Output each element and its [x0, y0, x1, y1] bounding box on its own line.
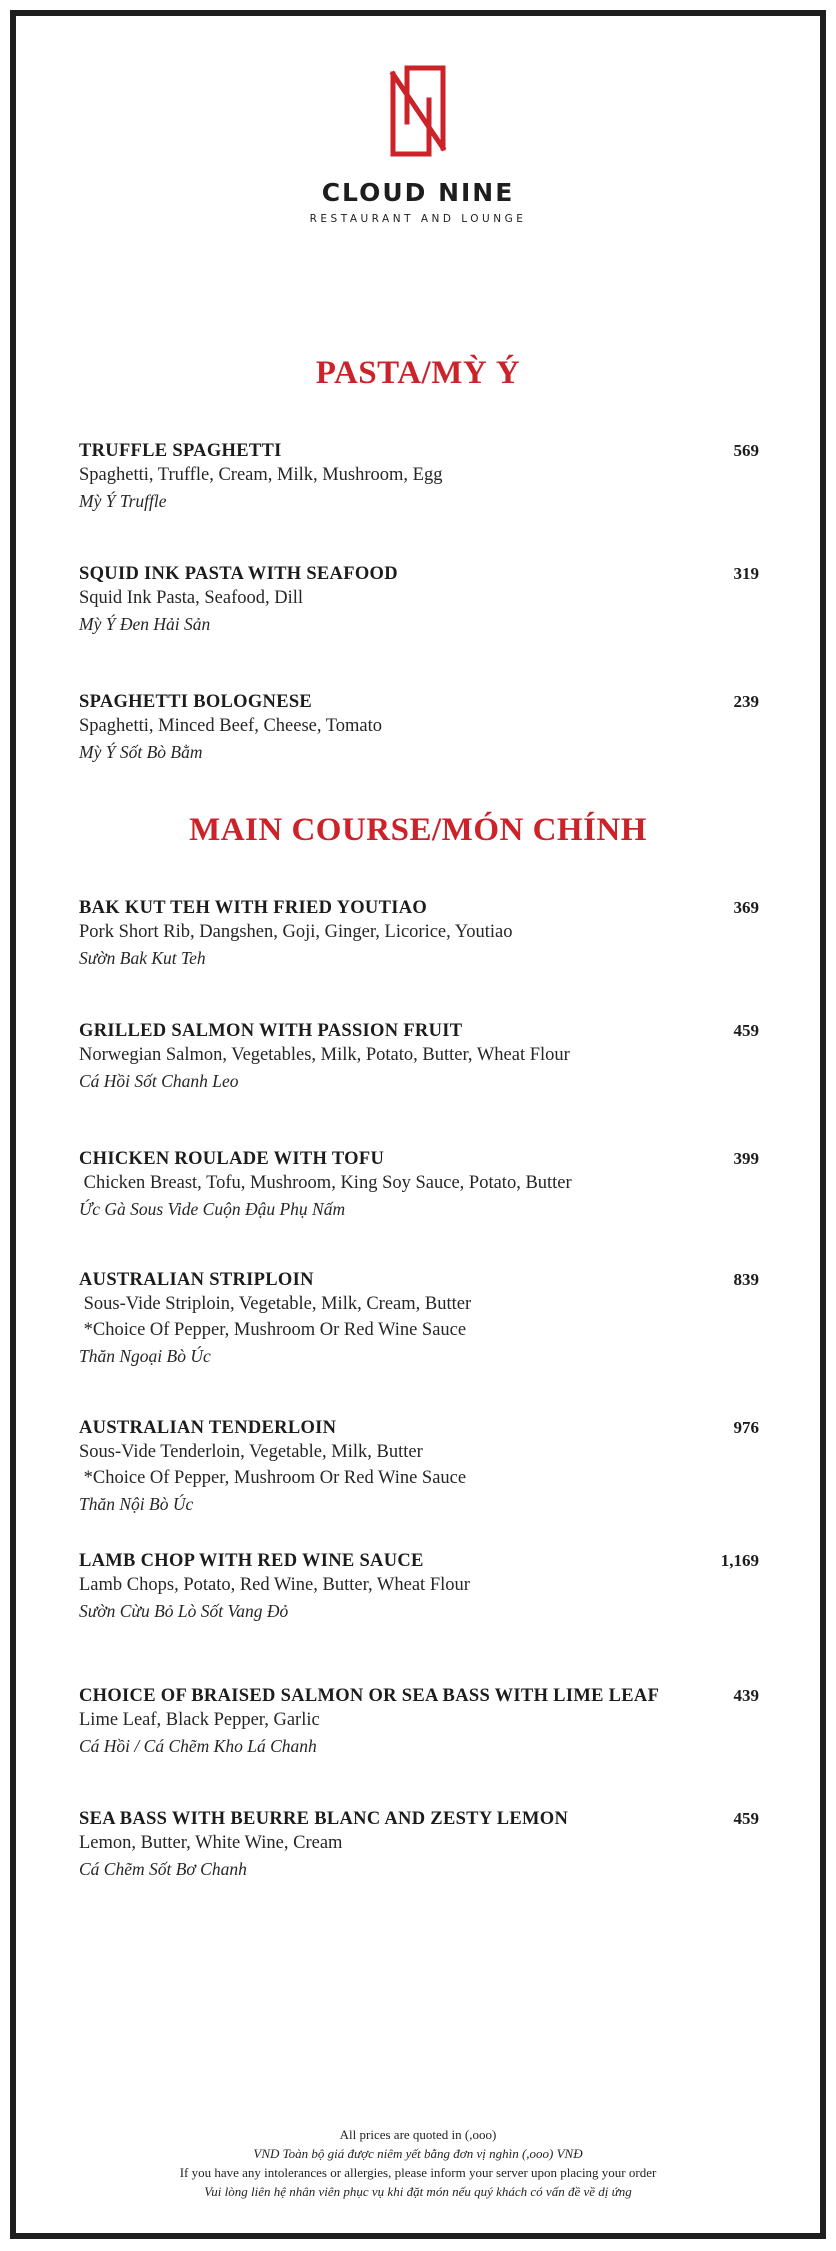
menu-footer [0, 2125, 836, 2201]
item-vietnamese-name: Cá Chẽm Sốt Bơ Chanh [79, 1859, 247, 1879]
menu-item [79, 1686, 759, 1759]
item-vietnamese-name: Cá Hồi Sốt Chanh Leo [79, 1071, 239, 1091]
item-description: Spaghetti, Minced Beef, Cheese, Tomato [79, 716, 383, 736]
menu-item [79, 1551, 759, 1624]
item-name: AUSTRALIAN STRIPLOIN [79, 1270, 314, 1290]
item-description: Norwegian Salmon, Vegetables, Milk, Potato, Butter, Wheat Flour [79, 1045, 570, 1065]
item-price: 319 [733, 564, 759, 583]
item-vietnamese-name: Ức Gà Sous Vide Cuộn Đậu Phụ Nấm [79, 1199, 346, 1219]
menu-item [79, 441, 759, 514]
brand-name: CLOUD NINE [321, 178, 515, 207]
item-price: 976 [733, 1418, 759, 1437]
item-description: Spaghetti, Truffle, Cream, Milk, Mushroom, Egg [79, 465, 443, 485]
footer-allergy-note-vn: Vui lòng liên hệ nhân viên phục vụ khi đặt món nếu quý khách có vấn đề về dị ứng [204, 2184, 632, 2199]
item-description: Lamb Chops, Potato, Red Wine, Butter, Wheat Flour [79, 1575, 470, 1595]
item-vietnamese-name: Sườn Cừu Bỏ Lò Sốt Vang Đỏ [79, 1601, 289, 1621]
item-name: SPAGHETTI BOLOGNESE [79, 692, 313, 712]
menu-item [79, 564, 759, 637]
item-price: 439 [733, 1686, 759, 1705]
item-description: Lime Leaf, Black Pepper, Garlic [79, 1710, 320, 1730]
item-description: Sous-Vide Tenderloin, Vegetable, Milk, Butter *Choice Of Pepper, Mushroom Or Red Wine Sauce [79, 1442, 467, 1488]
item-name: TRUFFLE SPAGHETTI [79, 441, 282, 461]
menu-item [79, 692, 759, 765]
item-vietnamese-name: Mỳ Ý Đen Hải Sản [79, 614, 211, 634]
section-title-main-course: MAIN COURSE/MÓN CHÍNH [189, 812, 647, 848]
item-name: GRILLED SALMON WITH PASSION FRUIT [79, 1021, 463, 1041]
menu-item [79, 1809, 759, 1882]
item-name: CHICKEN ROULADE WITH TOFU [79, 1149, 385, 1169]
item-price: 569 [733, 441, 759, 460]
item-vietnamese-name: Cá Hồi / Cá Chẽm Kho Lá Chanh [79, 1736, 317, 1756]
footer-price-note: All prices are quoted in (,ooo) [339, 2127, 497, 2142]
item-name: BAK KUT TEH WITH FRIED YOUTIAO [79, 898, 428, 918]
item-price: 459 [733, 1021, 759, 1040]
item-vietnamese-name: Thăn Nội Bò Úc [79, 1494, 194, 1514]
item-vietnamese-name: Sườn Bak Kut Teh [79, 948, 206, 968]
menu-border-frame [10, 10, 826, 2239]
item-description: Sous-Vide Striploin, Vegetable, Milk, Cream, Butter *Choice Of Pepper, Mushroom Or Red Wine Sauce [83, 1294, 472, 1340]
item-name: AUSTRALIAN TENDERLOIN [79, 1418, 337, 1438]
item-price: 239 [733, 692, 759, 711]
item-price: 369 [733, 898, 759, 917]
item-vietnamese-name: Mỳ Ý Truffle [79, 491, 167, 511]
item-price: 459 [733, 1809, 759, 1828]
footer-price-note-vn: VND Toàn bộ giá được niêm yết bằng đơn vị nghìn (,ooo) VNĐ [253, 2146, 583, 2161]
menu-item [79, 898, 759, 971]
item-price: 399 [733, 1149, 759, 1168]
item-description: Pork Short Rib, Dangshen, Goji, Ginger, Licorice, Youtiao [79, 922, 513, 942]
menu-item [79, 1270, 759, 1369]
item-price: 1,169 [720, 1551, 759, 1570]
cloud-nine-monogram-icon [387, 62, 449, 160]
brand-header [0, 62, 836, 225]
item-description: Lemon, Butter, White Wine, Cream [79, 1833, 343, 1853]
item-vietnamese-name: Thăn Ngoại Bò Úc [79, 1346, 211, 1366]
item-vietnamese-name: Mỳ Ý Sốt Bò Bằm [79, 742, 203, 762]
item-name: SQUID INK PASTA WITH SEAFOOD [79, 564, 398, 584]
item-price: 839 [733, 1270, 759, 1289]
footer-allergy-note: If you have any intolerances or allergies, please inform your server upon placing your order [179, 2165, 657, 2180]
menu-item [79, 1149, 759, 1222]
menu-item [79, 1418, 759, 1517]
item-name: SEA BASS WITH BEURRE BLANC AND ZESTY LEMON [79, 1809, 569, 1829]
item-name: CHOICE OF BRAISED SALMON OR SEA BASS WITH LIME LEAF [79, 1686, 660, 1706]
item-description: Chicken Breast, Tofu, Mushroom, King Soy Sauce, Potato, Butter [79, 1173, 572, 1193]
item-name: LAMB CHOP WITH RED WINE SAUCE [79, 1551, 424, 1571]
menu-item [79, 1021, 759, 1094]
item-description: Squid Ink Pasta, Seafood, Dill [79, 588, 304, 608]
section-title-pasta: PASTA/MỲ Ý [315, 355, 521, 391]
brand-subtitle: RESTAURANT AND LOUNGE [309, 213, 527, 225]
